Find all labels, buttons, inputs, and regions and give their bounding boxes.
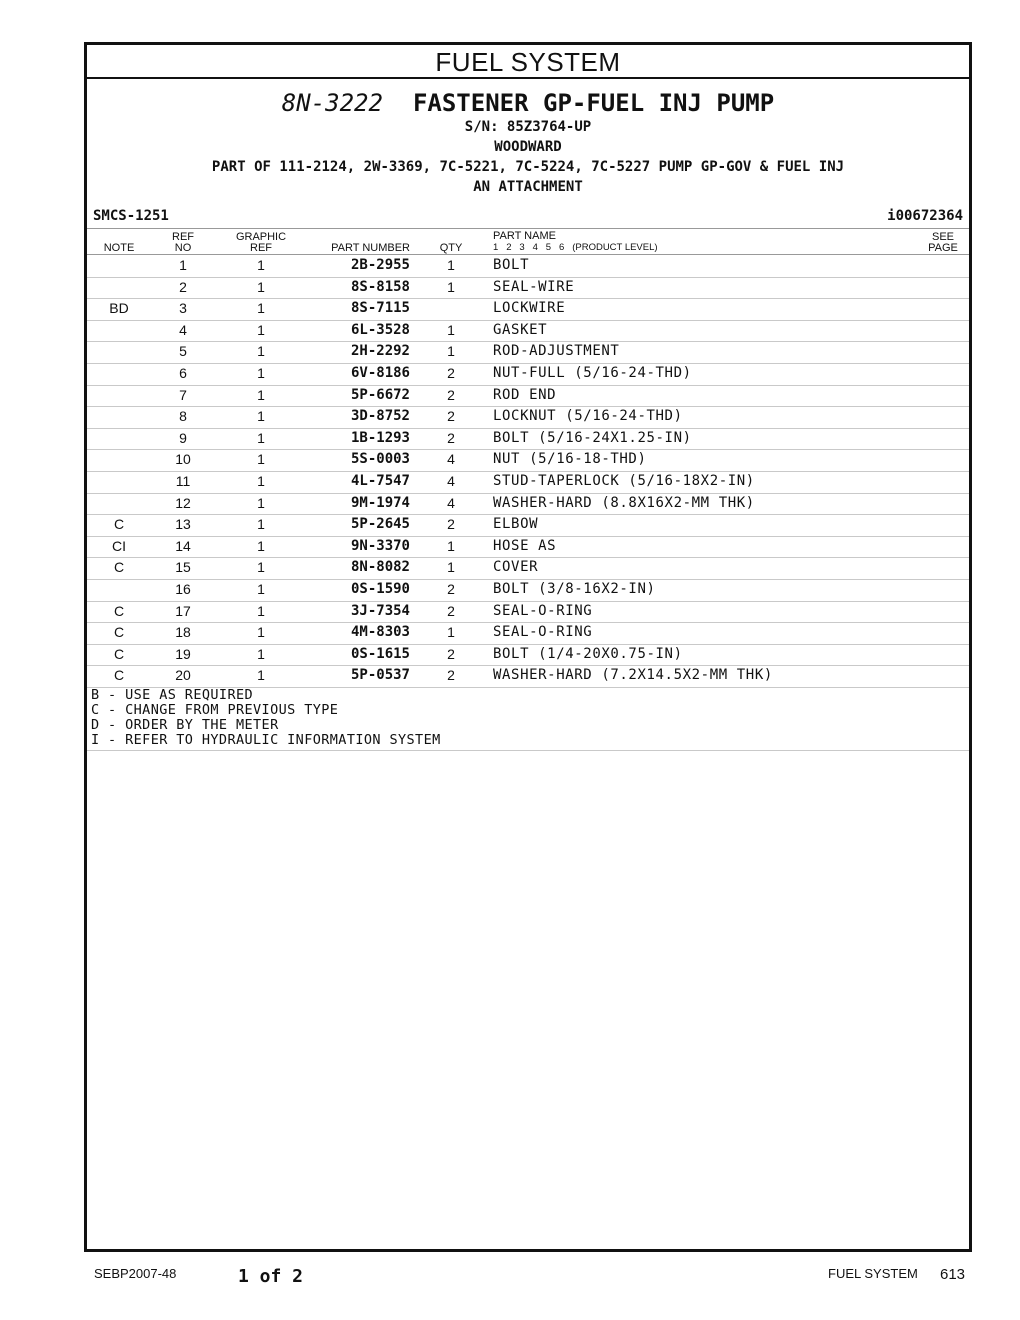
cell-graphic-ref: 1 [257,429,265,446]
cell-ref-no: 10 [175,451,191,468]
cell-ref-no: 18 [175,624,191,641]
cell-part-name: BOLT (3/8-16X2-IN) [493,581,656,597]
col-graphic-ref [227,232,295,254]
cell-qty: 1 [447,537,455,554]
illustration-id: i00672364 [887,208,963,224]
cell-part-name: BOLT (5/16-24X1.25-IN) [493,429,692,446]
col-ref-no-line2: NO [174,242,192,254]
cell-part-number: 8S-8158 [350,278,410,295]
cell-part-name: ROD END [493,386,557,403]
cell-graphic-ref: 1 [257,624,265,641]
cell-ref-no: 3 [179,300,187,317]
cell-ref-no: 13 [175,516,191,533]
cell-ref-no: 15 [175,559,191,576]
cell-qty: 2 [447,667,455,684]
table-row [87,536,969,559]
cell-graphic-ref: 1 [257,667,265,684]
col-graphic-ref-line1: GRAPHIC [235,231,287,243]
cell-qty: 2 [447,581,455,597]
cell-graphic-ref: 1 [257,257,265,273]
cell-note: C [113,645,125,662]
col-part-number: PART NUMBER [331,242,410,254]
cell-graphic-ref: 1 [257,473,265,489]
section-title: FUEL SYSTEM [87,45,969,79]
group-part-name: FASTENER GP-FUEL INJ PUMP [412,89,775,117]
cell-graphic-ref: 1 [257,343,265,360]
cell-part-name: GASKET [493,321,548,338]
col-ref-no [159,232,207,254]
cell-qty: 2 [447,365,455,381]
footer-section: FUEL SYSTEM [828,1266,918,1281]
cell-part-number: 5S-0003 [350,451,410,468]
table-row [87,341,969,364]
cell-graphic-ref: 1 [257,494,265,511]
cell-graphic-ref: 1 [257,300,265,317]
cell-ref-no: 5 [179,343,187,360]
cell-ref-no: 16 [175,581,191,597]
note-legend-item: C - CHANGE FROM PREVIOUS TYPE [91,702,339,718]
cell-graphic-ref: 1 [257,537,265,554]
cell-part-number: 0S-1590 [350,581,410,597]
table-row [87,320,969,343]
cell-part-name: COVER [493,559,539,576]
serial-number: S/N: 85Z3764-UP [464,119,592,135]
table-row [87,363,969,386]
cell-part-number: 2B-2955 [350,257,410,273]
col-see-page-line2: PAGE [928,242,958,254]
col-product-levels: 1 2 3 4 5 6 (PRODUCT LEVEL) [493,242,658,253]
cell-qty: 4 [447,473,455,489]
col-ref-no-line1: REF [172,231,194,243]
cell-qty: 1 [447,278,455,295]
attachment: AN ATTACHMENT [473,179,583,195]
cell-part-number: 1B-1293 [350,429,410,446]
cell-part-number: 5P-0537 [350,667,410,684]
note-legend-item: I - REFER TO HYDRAULIC INFORMATION SYSTEM [91,732,441,748]
page-frame [84,42,972,1252]
cell-graphic-ref: 1 [257,559,265,576]
cell-graphic-ref: 1 [257,321,265,338]
cell-note: CI [112,537,126,554]
cell-ref-no: 14 [175,537,191,554]
cell-part-number: 5P-6672 [350,386,410,403]
cell-part-name: HOSE AS [493,537,557,554]
cell-note: C [113,516,125,533]
cell-part-name: LOCKNUT (5/16-24-THD) [493,408,683,425]
cell-part-number: 8N-8082 [350,559,410,576]
note-legend-item: D - ORDER BY THE METER [91,717,279,733]
cell-graphic-ref: 1 [257,365,265,381]
table-row [87,277,969,300]
table-row [87,298,969,321]
cell-part-number: 4M-8303 [350,624,410,641]
cell-qty: 1 [447,321,455,338]
cell-qty: 2 [447,429,455,446]
cell-part-name: SEAL-O-RING [493,624,593,641]
note-legend-item: B - USE AS REQUIRED [91,687,254,703]
page-of: 1 of 2 [238,1266,304,1287]
cell-graphic-ref: 1 [257,602,265,619]
cell-qty: 1 [447,343,455,360]
cell-part-name: ELBOW [493,516,539,533]
cell-part-name: STUD-TAPERLOCK (5/16-18X2-IN) [493,473,755,489]
cell-part-name: BOLT (1/4-20X0.75-IN) [493,645,683,662]
cell-graphic-ref: 1 [257,645,265,662]
cell-note: C [113,624,125,641]
table-row [87,601,969,624]
cell-part-number: 4L-7547 [350,473,410,489]
cell-ref-no: 1 [179,257,187,273]
header-divider [87,228,969,229]
cell-part-number: 3D-8752 [350,408,410,425]
cell-qty: 1 [447,559,455,576]
table-row [87,493,969,516]
cell-note: C [113,667,125,684]
cell-ref-no: 11 [175,473,191,489]
table-row [87,406,969,429]
cell-ref-no: 8 [179,408,187,425]
cell-qty: 1 [447,624,455,641]
smcs-code: SMCS-1251 [93,208,169,224]
cell-note: C [113,602,125,619]
cell-qty: 2 [447,408,455,425]
cell-graphic-ref: 1 [257,386,265,403]
cell-qty: 2 [447,386,455,403]
cell-part-number: 9N-3370 [350,537,410,554]
table-row [87,557,969,580]
notes-divider [87,750,969,751]
cell-part-number: 5P-2645 [350,516,410,533]
cell-qty: 4 [447,451,455,468]
cell-ref-no: 9 [179,429,187,446]
part-of: PART OF 111-2124, 2W-3369, 7C-5221, 7C-5224, 7C-5227 PUMP GP-GOV & FUEL INJ [211,159,845,175]
table-row [87,471,969,494]
cell-part-name: BOLT [493,257,530,273]
cell-part-number: 9M-1974 [350,494,410,511]
cell-part-name: WASHER-HARD (8.8X16X2-MM THK) [493,494,755,511]
col-part-name: PART NAME [493,230,556,242]
cell-part-number: 6V-8186 [350,365,410,381]
cell-part-name: ROD-ADJUSTMENT [493,343,620,360]
cell-part-number: 3J-7354 [350,602,410,619]
cell-ref-no: 17 [175,602,191,619]
table-row [87,579,969,602]
cell-ref-no: 20 [175,667,191,684]
cell-part-name: SEAL-O-RING [493,602,593,619]
cell-graphic-ref: 1 [257,278,265,295]
cell-graphic-ref: 1 [257,581,265,597]
cell-note: C [113,559,125,576]
cell-part-name: SEAL-WIRE [493,278,575,295]
cell-ref-no: 19 [175,645,191,662]
cell-qty: 2 [447,645,455,662]
maker: WOODWARD [494,139,562,155]
cell-note: BD [109,300,129,317]
cell-qty: 4 [447,494,455,511]
col-note: NOTE [103,242,135,254]
table-row [87,385,969,408]
cell-part-number: 8S-7115 [350,300,410,317]
col-see-page-line1: SEE [931,231,954,243]
cell-qty: 1 [447,257,455,273]
group-part-number: 8N-3222 [281,89,383,117]
cell-part-number: 6L-3528 [350,321,410,338]
cell-ref-no: 2 [179,278,187,295]
cell-part-name: NUT-FULL (5/16-24-THD) [493,365,692,381]
cell-qty: 2 [447,602,455,619]
table-row [87,644,969,667]
cell-part-number: 2H-2292 [350,343,410,360]
table-row [87,665,969,688]
col-see-page [923,232,963,254]
col-qty: QTY [439,242,463,254]
cell-graphic-ref: 1 [257,408,265,425]
cell-part-number: 0S-1615 [350,645,410,662]
cell-qty: 2 [447,516,455,533]
table-row [87,514,969,537]
cell-part-name: LOCKWIRE [493,300,566,317]
doc-id: SEBP2007-48 [94,1266,177,1281]
cell-part-name: NUT (5/16-18-THD) [493,451,647,468]
cell-ref-no: 12 [175,494,191,511]
table-row [87,428,969,451]
cell-graphic-ref: 1 [257,451,265,468]
group-title [87,89,969,117]
col-graphic-ref-line2: REF [250,242,272,254]
cell-ref-no: 6 [179,365,187,381]
table-row [87,449,969,472]
table-row [87,255,969,278]
cell-part-name: WASHER-HARD (7.2X14.5X2-MM THK) [493,667,773,684]
cell-graphic-ref: 1 [257,516,265,533]
cell-ref-no: 4 [179,321,187,338]
table-row [87,622,969,645]
cell-ref-no: 7 [179,386,187,403]
page-number: 613 [940,1266,966,1283]
